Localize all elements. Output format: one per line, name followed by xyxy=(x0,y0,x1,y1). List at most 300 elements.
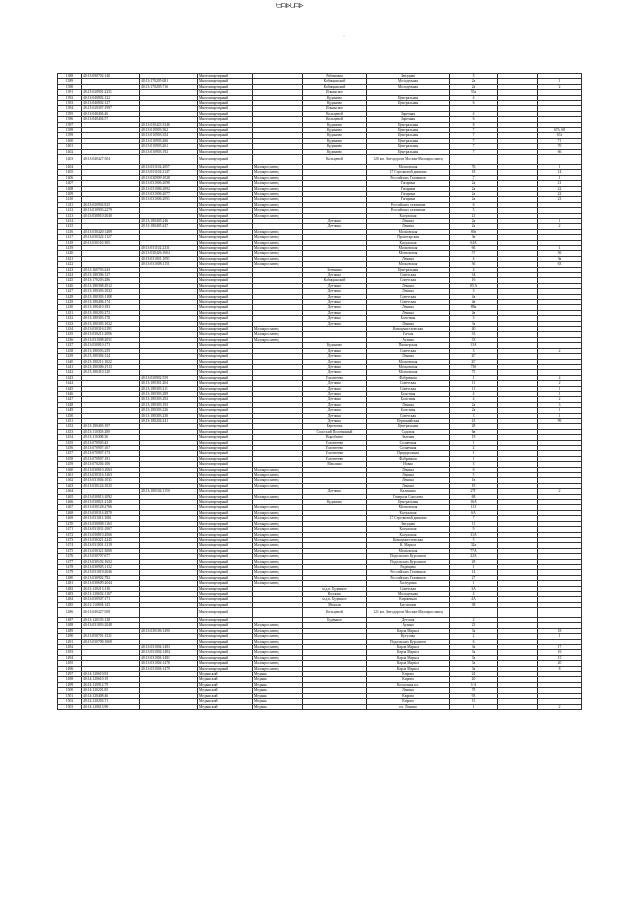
house-number-cell: 2а xyxy=(450,79,498,84)
district-cell: Многоквартирный xyxy=(198,186,253,191)
street-cell: Молодежная xyxy=(367,84,450,89)
district-cell: Многоквартирный xyxy=(198,251,253,256)
house-number-cell: 2Г xyxy=(450,354,498,359)
apartment-cell: 2 xyxy=(538,397,582,402)
house-number-cell: 78 xyxy=(450,688,498,693)
street-cell: Российских Газовиков xyxy=(367,175,450,180)
district-cell: Многоквартирный xyxy=(198,516,253,521)
city-cell: Малоярославец xyxy=(253,213,303,218)
district-cell: Многоквартирный xyxy=(198,305,253,310)
row-number-cell: 1435 xyxy=(58,332,82,337)
house-number-cell: 28 xyxy=(450,559,498,564)
street-cell: Московская xyxy=(367,164,450,169)
district-cell: Многоквартирный xyxy=(198,381,253,386)
district-cell: Многоквартирный xyxy=(198,505,253,510)
district-cell: Многоквартирный xyxy=(198,489,253,494)
district-cell: Многоквартирный xyxy=(198,294,253,299)
apartment-cell: 2 xyxy=(538,84,582,89)
district-cell: Многоквартирный xyxy=(198,138,253,143)
house-number-cell: 11 xyxy=(450,386,498,391)
row-number-cell: 1397 xyxy=(58,122,82,127)
street-cell: Центральная xyxy=(367,122,450,127)
row-number-cell: 1499 xyxy=(58,682,82,687)
settlement-cell: Михали xyxy=(303,602,367,607)
street-cell: Московская xyxy=(367,548,450,553)
street-cell: Советская xyxy=(367,273,450,278)
settlement-cell: Буденное xyxy=(303,618,367,623)
house-number-cell: 6 xyxy=(450,202,498,207)
cadastral-number-building-cell: 40:13:020901:2231 xyxy=(82,90,140,95)
district-cell: Многоквартирный xyxy=(198,386,253,391)
street-cell: Центральная xyxy=(367,500,450,505)
house-number-cell: 64А xyxy=(450,240,498,245)
street-cell: Кирова xyxy=(367,672,450,677)
street-cell: Российских Газовиков xyxy=(367,575,450,580)
cadastral-number-premises-cell: 40:13:031006:2098 xyxy=(140,181,198,186)
row-number-cell: 1444 xyxy=(58,381,82,386)
row-number-cell: 1503 xyxy=(58,704,82,709)
apartment-cell: 23 xyxy=(538,197,582,202)
district-cell: Многоквартирный xyxy=(198,591,253,596)
district-cell: Многоквартирный xyxy=(198,359,253,364)
row-number-cell: 1422 xyxy=(58,262,82,267)
row-number-cell: 1475 xyxy=(58,548,82,553)
cadastral-number-premises-cell: 40:13:031102:2147 xyxy=(140,170,198,175)
row-number-cell: 1454 xyxy=(58,435,82,440)
cadastral-number-building-cell: 40:13:030124:1025 xyxy=(82,483,140,488)
apartment-cell: 17 xyxy=(538,645,582,650)
district-cell: Многоквартирный xyxy=(198,467,253,472)
row-number-cell: 1472 xyxy=(58,532,82,537)
house-number-cell: 1 xyxy=(450,375,498,380)
district-cell: Многоквартирный xyxy=(198,224,253,229)
apartment-cell: 2 xyxy=(538,348,582,353)
row-number-cell: 1388 xyxy=(58,74,82,79)
street-cell: Кирова xyxy=(367,677,450,682)
settlement-cell: Ильинское xyxy=(303,90,367,95)
row-number-cell: 1396 xyxy=(58,117,82,122)
house-number-cell: 3а xyxy=(450,655,498,660)
street-cell: Карла Маркса xyxy=(367,666,450,671)
district-cell: Многоквартирный xyxy=(198,639,253,644)
district-cell: Многоквартирный xyxy=(198,435,253,440)
city-cell: Малоярославец xyxy=(253,494,303,499)
house-number-cell: 4 xyxy=(450,111,498,116)
house-number-cell: 15 xyxy=(450,699,498,704)
city-cell: Малоярославец xyxy=(253,186,303,191)
district-cell: Многоквартирный xyxy=(198,332,253,337)
row-number-cell: 1431 xyxy=(58,310,82,315)
row-number-cell: 1429 xyxy=(58,300,82,305)
settlement-cell: Детчино xyxy=(303,489,367,494)
city-cell: Малоярославец xyxy=(253,197,303,202)
row-number-cell: 1446 xyxy=(58,391,82,396)
cadastral-number-building-cell: 40:13:030321:2245 xyxy=(82,537,140,542)
house-number-cell: 4А xyxy=(450,597,498,602)
cadastral-number-building-cell: 40:13:180403:197 xyxy=(82,424,140,429)
settlement-cell: Детчино xyxy=(303,218,367,223)
cadastral-number-building-cell: 40:12:110694:143 xyxy=(82,602,140,607)
apartment-cell: 15 xyxy=(538,655,582,660)
apartment-cell: 70 xyxy=(538,144,582,149)
settlement-cell: Детчино xyxy=(303,354,367,359)
house-number-cell: 1 xyxy=(450,440,498,445)
district-cell: Многоквартирный xyxy=(198,229,253,234)
settlement-cell: Детчино xyxy=(303,370,367,375)
house-number-cell: 3 xyxy=(450,348,498,353)
street-cell: Ленина xyxy=(367,283,450,288)
row-number-cell: 1402 xyxy=(58,149,82,154)
district-cell: Многоквартирный xyxy=(198,106,253,111)
cadastral-number-premises-cell: 40:13:031004:1484 xyxy=(140,650,198,655)
cadastral-number-premises-cell: 40:13:180303:292 xyxy=(140,397,198,402)
street-cell: Аузина xyxy=(367,337,450,342)
row-number-cell: 1477 xyxy=(58,559,82,564)
district-cell: Многоквартирный xyxy=(198,197,253,202)
house-number-cell: 3в xyxy=(450,235,498,240)
row-number-cell: 1460 xyxy=(58,467,82,472)
cadastral-number-building-cell: 40:13:030102:1652 xyxy=(82,559,140,564)
cadastral-number-building-cell: 40:14:120610:19 xyxy=(82,677,140,682)
street-cell: Заречная xyxy=(367,111,450,116)
house-number-cell: 28 xyxy=(450,424,498,429)
row-number-cell: 1412 xyxy=(58,208,82,213)
city-cell: Малоярославец xyxy=(253,537,303,542)
street-cell: Центральная xyxy=(367,424,450,429)
street-cell: Зеленая xyxy=(367,435,450,440)
street-cell: Советская xyxy=(367,294,450,299)
building-cell xyxy=(498,704,538,709)
house-number-cell: 1 xyxy=(450,704,498,709)
district-cell: Многоквартирный xyxy=(198,348,253,353)
apartment-cell: 1 xyxy=(538,164,582,169)
house-number-cell: 3а xyxy=(450,666,498,671)
street-cell: Гоголя xyxy=(367,332,450,337)
city-cell xyxy=(253,155,303,165)
street-cell: Карла Маркса xyxy=(367,661,450,666)
district-cell: Многоквартирный xyxy=(198,462,253,467)
district-cell: Многоквартирный xyxy=(198,256,253,261)
district-cell: Многоквартирный xyxy=(198,202,253,207)
district-cell: Медынский xyxy=(198,677,253,682)
apartment-cell: 22 xyxy=(538,191,582,196)
city-cell: Малоярославец xyxy=(253,208,303,213)
street-cell: Ленина xyxy=(367,402,450,407)
apartment-cell: 1 xyxy=(538,218,582,223)
cadastral-number-building-cell: 40:13:031003:2048 xyxy=(82,623,140,628)
cadastral-number-building-cell: 40:13:030322:1127 xyxy=(82,235,140,240)
district-cell: Многоквартирный xyxy=(198,645,253,650)
house-number-cell: 3-А xyxy=(450,682,498,687)
street-cell: Кирпичная xyxy=(367,597,450,602)
settlement-cell: Головтеево xyxy=(303,451,367,456)
settlement-cell: Детчино xyxy=(303,381,367,386)
street-cell: Ленина xyxy=(367,483,450,488)
district-cell: Многоквартирный xyxy=(198,283,253,288)
house-number-cell: 8 xyxy=(450,122,498,127)
row-number-cell: 1452 xyxy=(58,424,82,429)
row-number-cell: 1457 xyxy=(58,451,82,456)
cadastral-number-premises-cell: 40:13:031008:1151 xyxy=(140,262,198,267)
cadastral-number-building-cell: 40:14:120613:90 xyxy=(82,704,140,709)
settlement-cell xyxy=(303,704,367,709)
house-number-cell: 11 xyxy=(450,381,498,386)
street-cell: Молодежная xyxy=(367,79,450,84)
district-cell: Многоквартирный xyxy=(198,364,253,369)
apartment-cell: 2 xyxy=(538,224,582,229)
cadastral-number-building-cell: 40:13:070907:173 xyxy=(82,451,140,456)
district-cell: Многоквартирный xyxy=(198,235,253,240)
cadastral-number-premises-cell: 40:13:180301:204 xyxy=(140,381,198,386)
street-cell: Аузина xyxy=(367,623,450,628)
house-number-cell: 2а xyxy=(450,402,498,407)
row-number-cell: 1439 xyxy=(58,354,82,359)
street-cell: Подольских Курсантов xyxy=(367,639,450,644)
street-cell: Новая xyxy=(367,462,450,467)
city-cell: Малоярославец xyxy=(253,251,303,256)
row-number-cell: 1493 xyxy=(58,650,82,655)
cadastral-number-premises-cell: 40:13:031102:2331 xyxy=(140,245,198,250)
cadastral-number-building-cell: 40:13:031008:2051 xyxy=(82,337,140,342)
house-number-cell: 3А xyxy=(450,586,498,591)
street-cell: Детская xyxy=(367,618,450,623)
district-cell: Многоквартирный xyxy=(198,164,253,169)
settlement-cell: Детчино xyxy=(303,364,367,369)
district-cell: Многоквартирный xyxy=(198,424,253,429)
city-cell: Малоярославец xyxy=(253,634,303,639)
street-cell: Фабричная xyxy=(367,375,450,380)
city-cell: Малоярославец xyxy=(253,467,303,472)
cadastral-number-premises-cell: 40:13:170205:716 xyxy=(140,84,198,89)
house-number-cell: 21 xyxy=(450,213,498,218)
district-cell: Медынский xyxy=(198,699,253,704)
row-number-cell: 1467 xyxy=(58,505,82,510)
cadastral-number-building-cell: 40:13:110303:280 xyxy=(82,429,140,434)
district-cell: Многоквартирный xyxy=(198,564,253,569)
settlement-cell: Детчино xyxy=(303,310,367,315)
cadastral-number-building-cell: 40:13:180503:259 xyxy=(82,348,140,353)
table-row xyxy=(58,704,582,709)
street-cell: Калужская xyxy=(367,510,450,515)
apartment-cell: 1 xyxy=(538,391,582,396)
house-number-cell: 13А xyxy=(450,343,498,348)
district-cell: Многоквартирный xyxy=(198,402,253,407)
table-body xyxy=(58,74,582,710)
apartment-cell: 67б, 68 xyxy=(538,128,582,133)
street-cell: 17 Стрелковой дивизии xyxy=(367,516,450,521)
street-cell: Советская xyxy=(367,381,450,386)
street-cell: Пионерская xyxy=(367,343,450,348)
district-cell: Многоквартирный xyxy=(198,310,253,315)
street-cell: 17 Стрелковой дивизии xyxy=(367,170,450,175)
city-cell: Малоярославец xyxy=(253,548,303,553)
district-cell: Многоквартирный xyxy=(198,397,253,402)
street-cell: Болотная xyxy=(367,397,450,402)
house-number-cell: 19 xyxy=(450,435,498,440)
cadastral-number-building-cell: 40:13:020904:825 xyxy=(82,202,140,207)
house-number-cell: 2а xyxy=(450,197,498,202)
cadastral-number-building-cell: 40:13:110308:36 xyxy=(82,435,140,440)
house-number-cell: 24 xyxy=(450,672,498,677)
cadastral-number-premises-cell: 40:13:031004:1481 xyxy=(140,655,198,660)
district-cell: Многоквартирный xyxy=(198,267,253,272)
cadastral-number-premises-cell: 40:13:180405:247 xyxy=(140,224,198,229)
row-number-cell: 1425 xyxy=(58,278,82,283)
street-cell: Московская xyxy=(367,245,450,250)
district-cell: Многоквартирный xyxy=(198,559,253,564)
cadastral-number-premises-cell: 40:13:010903:354 xyxy=(140,133,198,138)
row-number-cell: 1462 xyxy=(58,478,82,483)
district-cell: Многоквартирный xyxy=(198,84,253,89)
house-number-cell: 7 xyxy=(450,138,498,143)
house-number-cell: 1 xyxy=(450,451,498,456)
row-number-cell: 1400 xyxy=(58,138,82,143)
street-cell: Ленина xyxy=(367,467,450,472)
apartment-cell: 3в xyxy=(538,256,582,261)
cadastral-number-premises-cell: 40:13:180104:1150 xyxy=(140,489,198,494)
house-number-cell: 3 xyxy=(450,316,498,321)
district-cell: Многоквартирный xyxy=(198,532,253,537)
row-number-cell: 1491 xyxy=(58,639,82,644)
cadastral-number-building-cell: 40:13:030810:2040 xyxy=(82,213,140,218)
house-number-cell: 2 xyxy=(450,618,498,623)
house-number-cell: 16А xyxy=(450,500,498,505)
street-cell: Звездная xyxy=(367,74,450,79)
cadastral-number-premises-cell: 40:13:030909:1028 xyxy=(140,175,198,180)
settlement-cell: Кудиново xyxy=(303,133,367,138)
street-cell: Советская xyxy=(367,348,450,353)
street-cell: Радищева xyxy=(367,564,450,569)
cadastral-number-building-cell: 40:13:120602:1167 xyxy=(82,591,140,596)
district-cell: Многоквартирный xyxy=(198,343,253,348)
city-cell: Малоярославец xyxy=(253,628,303,633)
row-number-cell: 1432 xyxy=(58,316,82,321)
street-cell: Колхозная пл. xyxy=(367,682,450,687)
district-cell: Многоквартирный xyxy=(198,483,253,488)
street-cell: Ленина xyxy=(367,289,450,294)
cadastral-number-building-cell: 40:13:030810:173 xyxy=(82,343,140,348)
city-cell: Малоярославец xyxy=(253,505,303,510)
district-cell: Многоквартирный xyxy=(198,597,253,602)
cadastral-number-building-cell: 40:13:030316:1463 xyxy=(82,473,140,478)
settlement-cell: Детчино xyxy=(303,348,367,353)
district-cell: Многоквартирный xyxy=(198,155,253,165)
house-number-cell: 3 xyxy=(450,413,498,418)
cadastral-number-premises-cell: 40:13:031004:1478 xyxy=(140,661,198,666)
city-cell: Медынь xyxy=(253,682,303,687)
settlement-cell: Детчино xyxy=(303,413,367,418)
row-number-cell: 1501 xyxy=(58,693,82,698)
settlement-cell: Кудиново xyxy=(303,122,367,127)
street-cell: Российских Газовиков xyxy=(367,570,450,575)
row-number-cell: 1450 xyxy=(58,413,82,418)
district-cell: Многоквартирный xyxy=(198,149,253,154)
street-cell: Кирова xyxy=(367,699,450,704)
settlement-cell: Головтеево xyxy=(303,446,367,451)
city-cell: Малоярославец xyxy=(253,256,303,261)
house-number-cell: 4а xyxy=(450,294,498,299)
house-number-cell: 3а xyxy=(450,661,498,666)
row-number-cell: 1474 xyxy=(58,543,82,548)
cadastral-number-premises-cell: 40:13:030426:1604 xyxy=(140,251,198,256)
street-cell: Советская xyxy=(367,278,450,283)
street-cell: Ленина xyxy=(367,354,450,359)
house-number-cell: 34 xyxy=(450,273,498,278)
settlement-cell: Кудиново xyxy=(303,343,367,348)
house-number-cell: 19 xyxy=(450,483,498,488)
row-number-cell: 1456 xyxy=(58,446,82,451)
district-cell: Многоквартирный xyxy=(198,213,253,218)
district-cell: Многоквартирный xyxy=(198,548,253,553)
house-number-cell: 14 xyxy=(450,570,498,575)
settlement-cell: Кольцевой xyxy=(303,117,367,122)
house-number-cell: 83 А xyxy=(450,283,498,288)
settlement-cell: Детчино xyxy=(303,397,367,402)
apartment-cell xyxy=(538,608,582,618)
street-cell: Центральная xyxy=(367,149,450,154)
street-cell: Ленина xyxy=(367,224,450,229)
city-cell: Малоярославец xyxy=(253,181,303,186)
house-number-cell: 6 xyxy=(450,467,498,472)
row-number-cell: 1423 xyxy=(58,267,82,272)
district-cell: Многоквартирный xyxy=(198,618,253,623)
street-cell: Московская xyxy=(367,359,450,364)
row-number-cell: 1411 xyxy=(58,202,82,207)
house-number-cell: 75 xyxy=(450,370,498,375)
settlement-cell: Воробьево xyxy=(303,435,367,440)
cadastral-number-building-cell: 40:13:030316:2181 xyxy=(82,327,140,332)
row-number-cell: 1470 xyxy=(58,521,82,526)
house-number-cell: 38 xyxy=(450,602,498,607)
house-number-cell: 55а xyxy=(450,90,498,95)
city-cell: Малоярославец xyxy=(253,516,303,521)
cadastral-number-building-cell: 40:13:180303:1032 xyxy=(82,289,140,294)
cadastral-number-premises-cell: 40:13:180303:226 xyxy=(140,408,198,413)
row-number-cell: 1421 xyxy=(58,256,82,261)
cadastral-number-premises-cell: 40:13:010903:192 xyxy=(140,149,198,154)
settlement-cell: Кудиново xyxy=(303,128,367,133)
apartment-cell: 1 xyxy=(538,175,582,180)
street-cell: Коммунистическая xyxy=(367,327,450,332)
house-number-cell: 77А xyxy=(450,548,498,553)
settlement-cell: Детчино xyxy=(303,289,367,294)
street-cell: Московская xyxy=(367,262,450,267)
cadastral-number-building-cell: 40:13:180303:1188 xyxy=(82,294,140,299)
cadastral-number-premises-cell: 40:13:180303:230 xyxy=(140,413,198,418)
street-cell: Ленина xyxy=(367,305,450,310)
city-cell: Медынь xyxy=(253,672,303,677)
row-number-cell: 1440 xyxy=(58,359,82,364)
settlement-cell: Детчино xyxy=(303,294,367,299)
house-number-cell: 6в xyxy=(450,429,498,434)
cadastral-number-premises-cell: 40:13:030106:1490 xyxy=(140,628,198,633)
district-cell: Многоквартирный xyxy=(198,300,253,305)
street-cell: Ленина xyxy=(367,321,450,326)
apartment-cell: 16 xyxy=(538,650,582,655)
house-number-cell: 6 xyxy=(450,101,498,106)
cadastral-number-building-cell: 40:13:040802:127 xyxy=(82,101,140,106)
street-cell: Московская xyxy=(367,251,450,256)
settlement-cell: Детчино xyxy=(303,391,367,396)
settlement-cell: Детчино xyxy=(303,283,367,288)
district-cell: Медынский xyxy=(198,704,253,709)
settlement-cell: Кольцевой xyxy=(303,155,367,165)
row-number-cell: 1436 xyxy=(58,337,82,342)
house-number-cell: 3а xyxy=(450,628,498,633)
street-cell: Гагарина xyxy=(367,197,450,202)
district-cell: Многоквартирный xyxy=(198,666,253,671)
row-number-cell: 1401 xyxy=(58,144,82,149)
